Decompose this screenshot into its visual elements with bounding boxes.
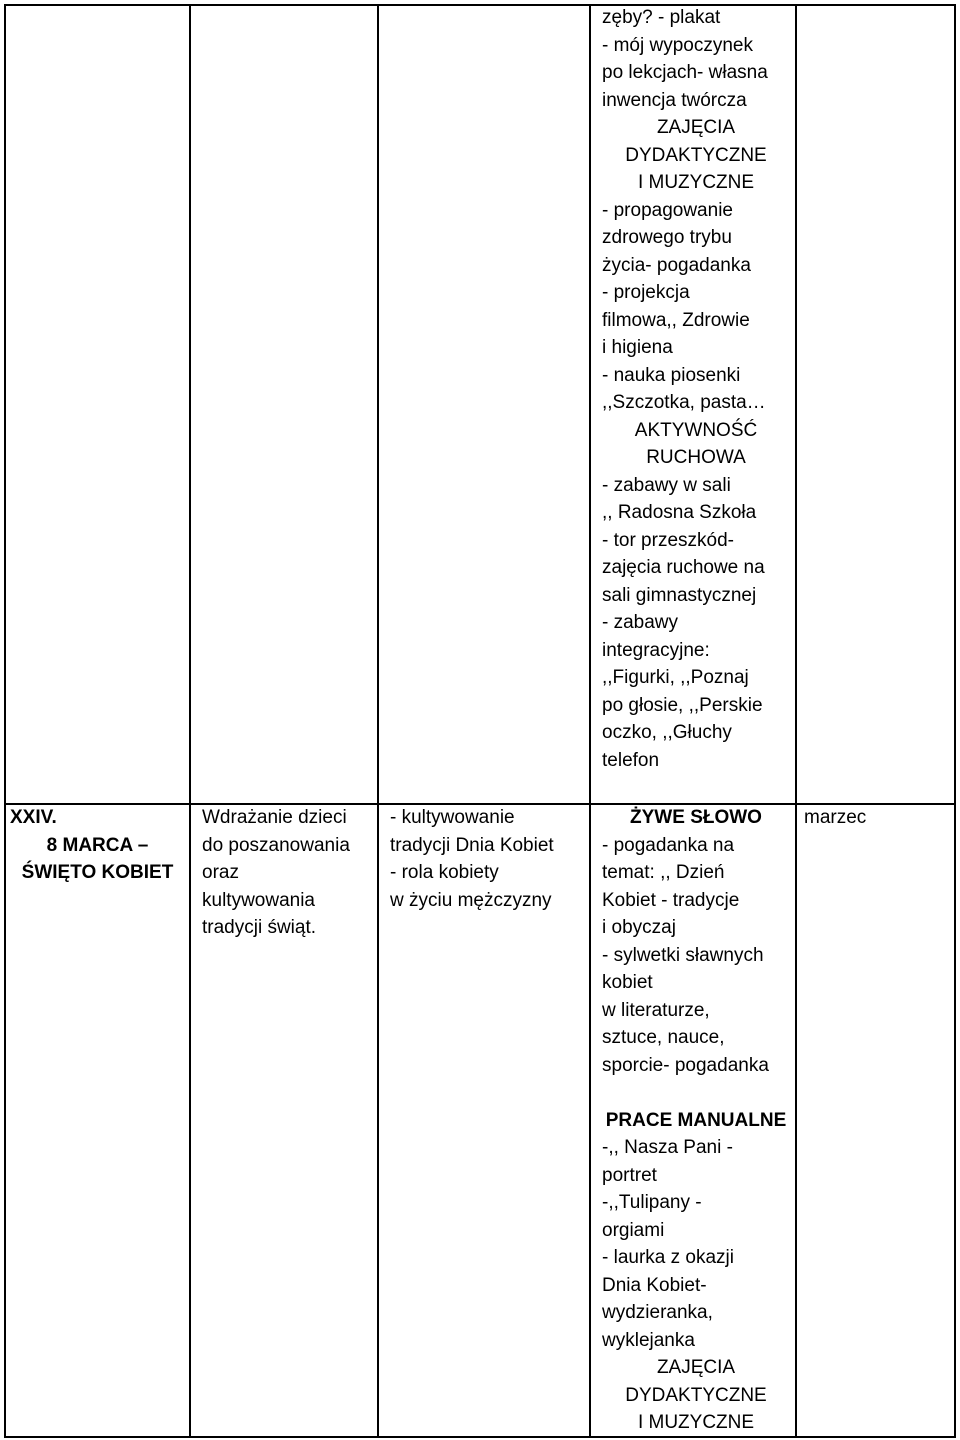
activity-line: - zabawy w sali [602, 474, 731, 496]
activity-line: kobiet [602, 972, 653, 993]
column-border [189, 4, 191, 1438]
section-heading: DYDAKTYCZNE [625, 1384, 767, 1406]
activity-line: Kobiet - tradycje [602, 889, 740, 911]
section-heading: ŻYWE SŁOWO [630, 807, 762, 828]
table-top-border [4, 4, 956, 6]
theme-title: 8 MARCA – [46, 834, 149, 856]
month-cell [804, 804, 950, 832]
column-border [377, 4, 379, 1438]
activity-line: sporcie- pogadanka [602, 1054, 769, 1076]
activity-line: - mój wypoczynek [602, 34, 753, 56]
activity-line: ,,Szczotka, pasta… [602, 392, 766, 413]
month-label: marzec [804, 807, 867, 828]
activity-line: ,,Figurki, ,,Poznaj [602, 667, 749, 688]
section-heading: PRACE MANUALNE [605, 1109, 787, 1131]
activity-line: -,,Tulipany - [602, 1192, 702, 1213]
activity-line: - tor przeszkód- [602, 529, 734, 551]
activity-line: - sylwetki sławnych [602, 944, 764, 966]
theme-title: ŚWIĘTO KOBIET [21, 862, 174, 883]
activity-line: Dnia Kobiet- [602, 1274, 707, 1296]
activity-line: - propagowanie [602, 199, 733, 221]
activity-line: po lekcjach- własna [602, 62, 768, 83]
content-line: tradycji Dnia Kobiet [390, 834, 554, 856]
activity-line: po głosie, ,,Perskie [602, 694, 763, 716]
section-heading: DYDAKTYCZNE [625, 144, 767, 166]
activity-line: -,, Nasza Pani - [602, 1137, 733, 1158]
section-heading: I MUZYCZNE [637, 172, 755, 193]
activity-line: zdrowego trybu [602, 227, 732, 248]
activity-line: - zabawy [602, 612, 679, 633]
activity-line: portret [602, 1164, 657, 1186]
activity-line: temat: ,, Dzień [602, 862, 725, 883]
activity-line: telefon [602, 749, 660, 771]
activity-line: i obyczaj [602, 917, 676, 938]
block-spacer [602, 1079, 790, 1107]
column-border [4, 4, 6, 1438]
activity-line: sztuce, nauce, [602, 1027, 725, 1048]
activity-line: orgiami [602, 1219, 665, 1241]
row-number: XXIV. [10, 807, 57, 828]
goal-line: oraz [202, 862, 239, 883]
goal-line: kultywowania [202, 889, 315, 911]
row-number-cell [10, 804, 185, 887]
table-bottom-border [4, 1436, 956, 1438]
goals-cell [202, 804, 374, 942]
goal-line: tradycji świąt. [202, 917, 317, 938]
activity-line: filmowa,, Zdrowie [602, 309, 750, 331]
content-cell [390, 804, 586, 914]
activity-line: wydzieranka, [602, 1302, 713, 1323]
content-line: - kultywowanie [390, 807, 515, 828]
activity-line: życia- pogadanka [602, 254, 751, 276]
goal-line: do poszanowania [202, 834, 350, 856]
activity-line: - projekcja [602, 282, 690, 303]
section-heading: ZAJĘCIA [656, 117, 736, 138]
column-border [795, 4, 797, 1438]
column-border [954, 4, 956, 1438]
activity-line: w literaturze, [602, 999, 710, 1021]
section-heading: AKTYWNOŚĆ [634, 419, 758, 441]
activity-line: - nauka piosenki [602, 364, 741, 386]
activity-line: integracyjne: [602, 639, 710, 661]
section-heading: I MUZYCZNE [637, 1412, 755, 1433]
goal-line: Wdrażanie dzieci [202, 807, 347, 828]
activity-line: wyklejanka [602, 1329, 695, 1351]
content-line: - rola kobiety [390, 862, 499, 883]
activity-line: zajęcia ruchowe na [602, 557, 765, 578]
column-border [589, 4, 591, 1438]
activity-line: zęby? - plakat [602, 7, 721, 28]
top-row-activities-cell [602, 4, 790, 774]
activity-line: inwencja twórcza [602, 89, 747, 111]
content-line: w życiu mężczyzny [390, 889, 552, 911]
activity-line: sali gimnastycznej [602, 584, 757, 606]
activities-cell [602, 804, 790, 1437]
activity-line: ,, Radosna Szkoła [602, 502, 757, 523]
activity-line: - laurka z okazji [602, 1247, 734, 1268]
activity-line: i higiena [602, 337, 673, 358]
activity-line: oczko, ,,Głuchy [602, 722, 732, 743]
section-heading: RUCHOWA [646, 447, 746, 468]
activity-line: - pogadanka na [602, 834, 735, 856]
section-heading: ZAJĘCIA [656, 1357, 736, 1378]
